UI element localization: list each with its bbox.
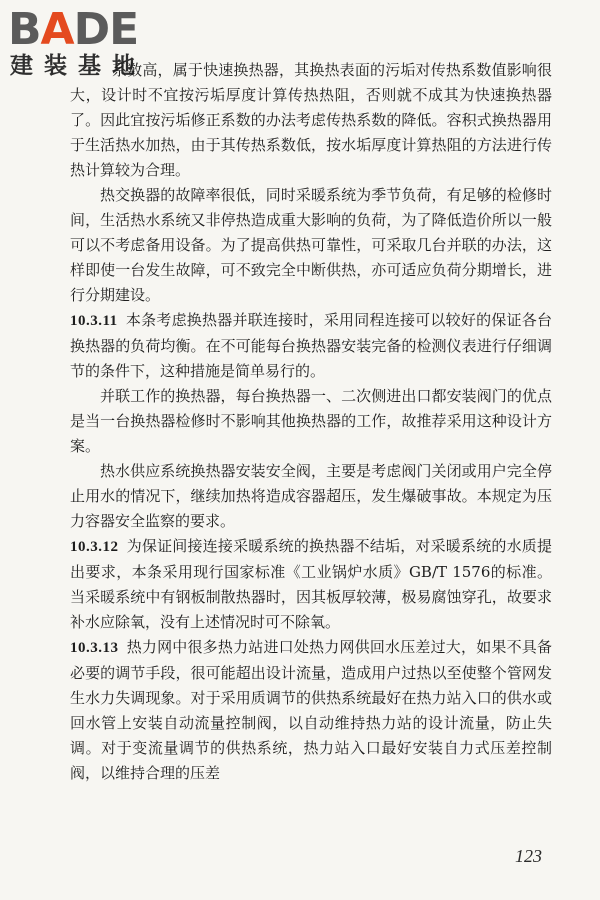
document-content [70, 58, 552, 786]
logo-wordmark [8, 4, 139, 55]
clause-number: 10.3.13 [70, 640, 119, 656]
clause-paragraph [70, 635, 552, 786]
paragraph-text: 并联工作的换热器，每台换热器一、二次侧进出口都安装阀门的优点是当一台换热器检修时不影响其他换热器的工作，故推荐采用这种设计方案。 [70, 387, 552, 455]
paragraph-text: 热水供应系统换热器安装安全阀，主要是考虑阀门关闭或用户完全停止用水的情况下，继续加热将造成容器超压，发生爆破事故。本规定为压力容器安全监察的要求。 [70, 462, 552, 530]
clause-number: 10.3.11 [70, 313, 118, 329]
clause-paragraph [70, 308, 552, 384]
clause-paragraph [70, 534, 552, 635]
paragraph [70, 183, 552, 308]
logo-main-text [8, 4, 138, 55]
clause-text: 本条考虑换热器并联连接时，采用同程连接可以较好的保证各台换热器的负荷均衡。在不可能每台换热器安装完备的检测仪表进行仔细调节的条件下，这种措施是简单易行的。 [70, 311, 552, 380]
clause-text: 为保证间接连接采暖系统的换热器不结垢，对采暖系统的水质提出要求，本条采用现行国家标准《工业锅炉水质》GB/T 1576的标准。当采暖系统中有钢板制散热器时，因其板厚较薄，极易腐蚀穿孔，故要求补水应除氧，没有上述情况时可不除氧。 [70, 537, 552, 631]
paragraph [70, 384, 552, 459]
logo-letter: B [8, 4, 41, 55]
logo-letter: A [40, 4, 74, 55]
paragraph [70, 459, 552, 534]
clause-text: 热力网中很多热力站进口处热力网供回水压差过大，如果不具备必要的调节手段，很可能超出设计流量，造成用户过热以至使整个管网发生水力失调现象。对于采用质调节的供热系统最好在热力站入口的供水或回水管上安装自动流量控制阀，以自动维持热力站的设计流量，防止失调。对于变流量调节的供热系统，热力站入口最好安装自力式压差控制阀，以维持合理的压差 [70, 638, 552, 782]
logo-subtitle: 建装基地 [10, 53, 146, 79]
clause-number: 10.3.12 [70, 539, 119, 555]
logo-letter: E [109, 4, 139, 55]
paragraph-text: 系数高，属于快速换热器，其换热表面的污垢对传热系数值影响很大，设计时不宜按污垢厚度计算传热热阻，否则就不成其为快速换热器了。因此宜按污垢修正系数的办法考虑传热系数的降低。容积式换热器用于生活热水加热，由于其传热系数低，按水垢厚度计算热阻的方法进行传热计算较为合理。 [70, 61, 552, 179]
logo-letter: D [73, 4, 110, 55]
paragraph-text: 热交换器的故障率很低，同时采暖系统为季节负荷，有足够的检修时间，生活热水系统又非停热造成重大影响的负荷，为了降低造价所以一般可以不考虑备用设备。为了提高供热可靠性，可采取几台并联的办法，这样即使一台发生故障，可不致完全中断供热，亦可适应负荷分期增长，进行分期建设。 [70, 186, 552, 304]
page-number: 123 [515, 846, 542, 866]
paragraph-continued [70, 58, 552, 183]
